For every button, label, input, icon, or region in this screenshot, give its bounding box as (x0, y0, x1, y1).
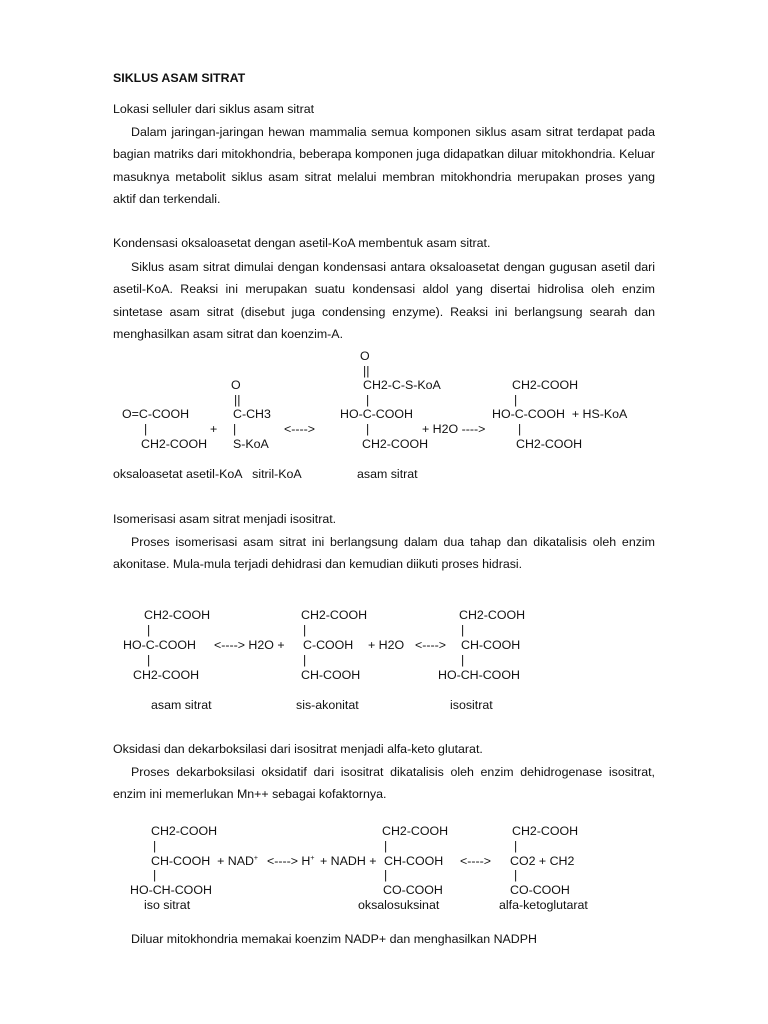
formula-text: CH-COOH (461, 638, 521, 652)
formula-text: <----> H2O + (214, 638, 285, 652)
formula-text: CO-COOH (383, 883, 443, 897)
formula-text: | (514, 839, 518, 853)
compound-label: oksalosuksinat (358, 898, 440, 912)
formula-text: CH2-COOH (362, 437, 429, 451)
formula-text: CH2-COOH (459, 608, 526, 622)
formula-text: | (303, 623, 307, 637)
formula-text: CH-COOH (301, 668, 361, 682)
section-heading: Kondensasi oksaloasetat dengan asetil-KoA membentuk asam sitrat. (113, 236, 491, 250)
formula-text: C-CH3 (233, 407, 271, 421)
section-paragraph: Proses isomerisasi asam sitrat ini berlangsung dalam dua tahap dan dikatalisis oleh enzim akonitase. Mula-mula terjadi dehidrasi dan kemudian diikuti proses hidrasi. (113, 535, 655, 572)
section-heading: Lokasi selluler dari siklus asam sitrat (113, 102, 315, 116)
page-title: SIKLUS ASAM SITRAT (113, 71, 246, 85)
formula-text: HO-CH-COOH (130, 883, 212, 897)
formula-text: S-KoA (233, 437, 269, 451)
section-heading: Oksidasi dan dekarboksilasi dari isositrat menjadi alfa-keto glutarat. (113, 742, 483, 756)
formula-text: <----> (415, 638, 446, 652)
formula-text: | (153, 839, 157, 853)
formula-text: CH2-COOH (144, 608, 211, 622)
formula-text: CO2 + CH2 (510, 854, 575, 868)
formula-text: + H2O (368, 638, 405, 652)
formula-text: <----> H+ (267, 854, 315, 868)
formula-text: CH2-C-S-KoA (363, 378, 441, 392)
section-paragraph: Siklus asam sitrat dimulai dengan kondensasi antara oksaloasetat dengan gugusan asetil dari asetil-KoA. Reaksi ini merupakan suatu kondensasi aldol yang disertai hidrolisa oleh enzim sintetase asam sitrat (disebut juga condensing enzyme). Reaksi ini berlangsung searah dan menghasilkan asam sitrat dan koenzim-A. (113, 260, 655, 341)
formula-text: | (147, 623, 151, 637)
compound-label: asam sitrat (357, 467, 418, 481)
formula-text: | (518, 422, 522, 436)
formula-text: | (147, 653, 151, 667)
formula-text: <----> (284, 422, 315, 436)
formula-text: CH2-COOH (141, 437, 208, 451)
formula-text: HO-C-COOH (340, 407, 413, 421)
formula-text: || (363, 364, 370, 378)
formula-text: O (360, 349, 370, 363)
formula-text: O (231, 378, 241, 392)
formula-text: C-COOH (303, 638, 354, 652)
formula-text: O=C-COOH (122, 407, 190, 421)
formula-text: | (366, 422, 370, 436)
formula-text: | (366, 393, 370, 407)
formula-text: CH2-COOH (133, 668, 200, 682)
compound-label: asam sitrat (151, 698, 212, 712)
formula-text: CH2-COOH (512, 824, 579, 838)
formula-text: | (144, 422, 148, 436)
formula-text: || (234, 393, 241, 407)
formula-text: CH2-COOH (382, 824, 449, 838)
formula-text: + (210, 422, 218, 436)
formula-text: | (461, 623, 465, 637)
formula-text: | (384, 868, 388, 882)
formula-text: CH-COOH + NAD+ (151, 854, 259, 868)
formula-text: <----> (460, 854, 491, 868)
compound-label: iso sitrat (144, 898, 191, 912)
formula-text: CH-COOH (384, 854, 444, 868)
footer-note: Diluar mitokhondria memakai koenzim NADP+ dan menghasilkan NADPH (131, 932, 537, 946)
section-heading: Isomerisasi asam sitrat menjadi isositrat. (113, 512, 337, 526)
compound-label: oksaloasetat asetil-KoA sitril-KoA (113, 467, 302, 481)
formula-text: | (384, 839, 388, 853)
compound-label: alfa-ketoglutarat (499, 898, 588, 912)
formula-text: HO-CH-COOH (438, 668, 520, 682)
formula-text: HO-C-COOH (123, 638, 196, 652)
formula-text: CO-COOH (510, 883, 570, 897)
compound-label: isositrat (450, 698, 493, 712)
formula-text: + H2O ----> (422, 422, 486, 436)
compound-label: sis-akonitat (296, 698, 359, 712)
formula-text: CH2-COOH (516, 437, 583, 451)
formula-text: | (153, 868, 157, 882)
formula-text: | (514, 868, 518, 882)
formula-text: | (303, 653, 307, 667)
formula-text: CH2-COOH (151, 824, 218, 838)
formula-text: HO-C-COOH + HS-KoA (492, 407, 628, 421)
formula-text: | (461, 653, 465, 667)
section-paragraph: Proses dekarboksilasi oksidatif dari isositrat dikatalisis oleh enzim dehidrogenase isositrat, enzim ini memerlukan Mn++ sebagai kofaktornya. (113, 765, 655, 802)
formula-text: + NADH + (320, 854, 377, 868)
formula-text: | (514, 393, 518, 407)
formula-text: CH2-COOH (512, 378, 579, 392)
section-paragraph: Dalam jaringan-jaringan hewan mammalia semua komponen siklus asam sitrat terdapat pada bagian matriks dari mitokhondria, beberapa komponen juga didapatkan diluar mitokhondria. Keluar masuknya metabolit siklus asam sitrat melalui membran mitokhondria merupakan proses yang aktif dan terkendali. (113, 125, 655, 206)
formula-text: CH2-COOH (301, 608, 368, 622)
formula-text: | (233, 422, 237, 436)
